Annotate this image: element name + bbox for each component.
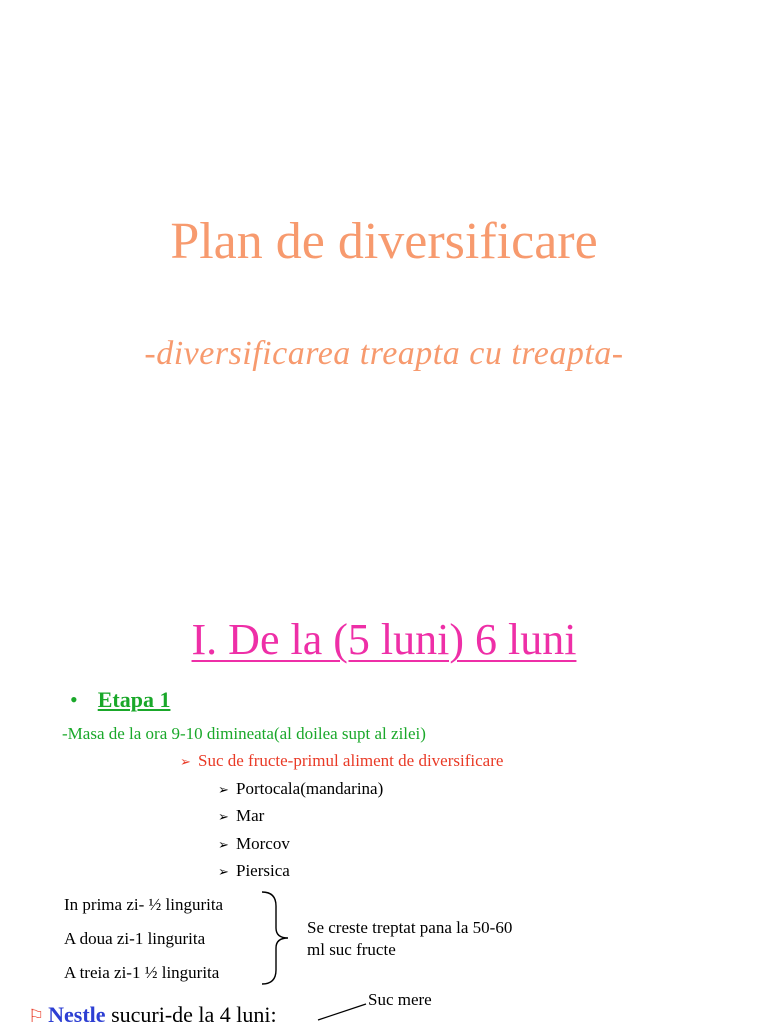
meal-time-text: -Masa de la ora 9-10 dimineata(al doilea supt al zilei) — [62, 724, 426, 743]
section-heading: I. De la (5 luni) 6 luni — [191, 615, 577, 664]
nestle-juices-line — [28, 1000, 277, 1031]
fruit-list-item — [218, 860, 290, 883]
arrow-bullet-icon: ➢ — [218, 782, 229, 797]
juice-list-item — [180, 750, 503, 773]
fruit-label: Piersica — [236, 861, 290, 880]
fruit-label: Portocala(mandarina) — [236, 779, 384, 798]
increase-note: Se creste treptat pana la 50-60 ml suc fructe — [307, 918, 513, 959]
page-subtitle: -diversificarea treapta cu treapta- — [144, 335, 624, 372]
bullet-icon: • — [70, 687, 78, 712]
curly-brace-icon — [258, 888, 298, 988]
arrow-bullet-icon: ➢ — [180, 754, 191, 769]
quantity-day-1: In prima zi- ½ lingurita — [64, 895, 224, 914]
stage-title: Etapa 1 — [97, 687, 171, 712]
fruit-list-item — [218, 833, 290, 856]
arrow-bullet-icon: ➢ — [218, 837, 229, 852]
fruit-label: Mar — [236, 806, 265, 825]
fruit-list-item — [218, 805, 264, 828]
stage-heading-row — [70, 687, 170, 719]
brand-name: Nestle — [48, 1002, 106, 1027]
arrow-bullet-icon: ➢ — [218, 864, 229, 879]
nestle-text: sucuri-de la 4 luni: — [105, 1002, 277, 1027]
pointer-line-icon — [316, 1000, 376, 1024]
arrow-bullet-icon: ➢ — [218, 809, 229, 824]
apple-juice-label: Suc mere — [368, 990, 432, 1009]
page-title: Plan de diversificare — [170, 213, 598, 270]
quantity-day-2: A doua zi-1 lingurita — [64, 929, 206, 948]
juice-label: Suc de fructe-primul aliment de diversificare — [198, 751, 504, 770]
fruit-list-item — [218, 778, 383, 801]
flag-icon: ⚐ — [28, 1006, 45, 1026]
fruit-label: Morcov — [236, 834, 290, 853]
quantity-day-3: A treia zi-1 ½ lingurita — [64, 963, 220, 982]
